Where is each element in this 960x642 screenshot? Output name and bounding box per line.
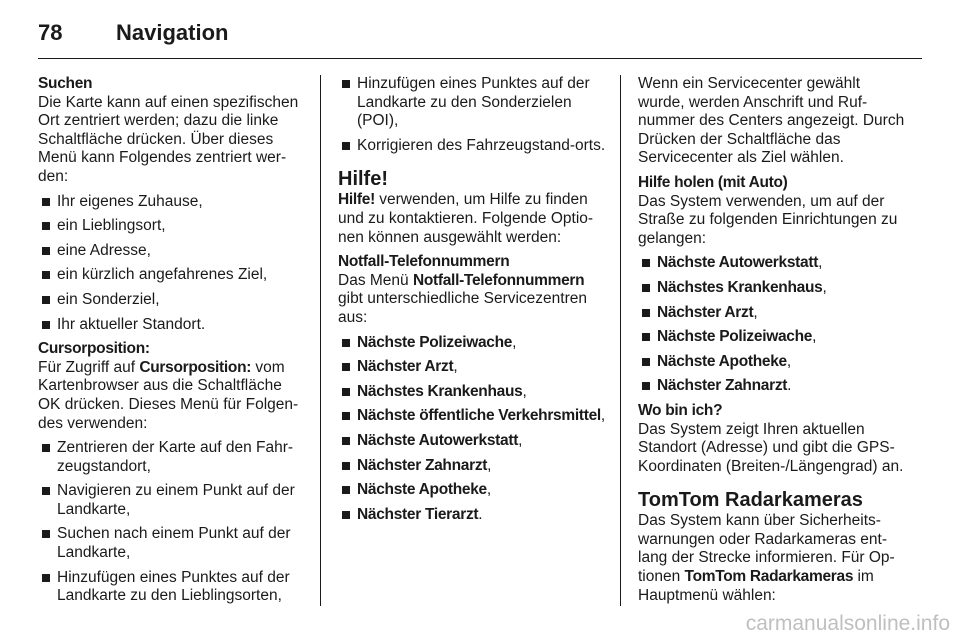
- list-item-punct: ,: [600, 407, 606, 425]
- paragraph-suchen: Die Karte kann auf einen spezifischen Ort zentriert werden; dazu die linke Schaltfläche drücken. Über dieses Menü kann Folgendes zentriert wer-den:: [38, 93, 299, 185]
- column-divider: [320, 75, 321, 606]
- text-run: vom Kartenbrowser aus die Schaltfläche OK drücken. Dieses Menü für Folgen-des verwenden:: [38, 358, 299, 432]
- text-run: Das Menü: [338, 271, 413, 289]
- inline-bold-term: TomTom Radarkameras: [684, 568, 854, 586]
- list-item: [338, 506, 606, 525]
- list-item: eine Adresse,: [38, 242, 306, 261]
- header-rule: [38, 58, 922, 59]
- list-item-label: Nächster Arzt: [357, 358, 454, 376]
- column-left: [38, 75, 306, 606]
- inline-bold-term: Notfall-Telefonnummern: [412, 271, 585, 289]
- paragraph-wo-bin-ich: Das System zeigt Ihren aktuellen Standort (Adresse) und gibt die GPS-Koordinaten (Breiten-/Längengrad) an.: [638, 420, 904, 475]
- paragraph-notfall: [338, 272, 606, 328]
- list-item: ein Lieblingsort,: [38, 217, 306, 236]
- column-divider: [620, 75, 621, 606]
- list-item-punct: ,: [518, 431, 523, 449]
- list-item-punct: .: [478, 505, 483, 523]
- text-run: Für Zugriff auf: [38, 358, 140, 376]
- list-notfall: [338, 334, 606, 525]
- list-item-punct: .: [787, 377, 792, 395]
- watermark: carmanualsonline.info: [745, 612, 950, 635]
- text-run: Das System kann über Sicherheits-warnungen oder Radarkameras ent-lang der Strecke informieren. Für Op-tionen: [638, 512, 895, 586]
- list-item: Hinzufügen eines Punktes auf der Landkarte zu den Sonderzielen (POI),: [338, 75, 606, 131]
- list-item-label: Nächster Zahnarzt: [357, 456, 488, 474]
- list-item: Navigieren zu einem Punkt auf der Landkarte,: [38, 482, 306, 519]
- list-item: [638, 304, 908, 323]
- inline-bold-term: Cursorposition:: [139, 358, 252, 376]
- list-item-punct: ,: [822, 278, 827, 296]
- paragraph-radarkameras: [638, 512, 908, 605]
- text-run: im Hauptmenü wählen:: [638, 568, 874, 604]
- list-item: Suchen nach einem Punkt auf der Landkarte,: [38, 525, 306, 562]
- list-item-label: Nächste Autowerkstatt: [657, 254, 819, 272]
- list-item-label: Nächstes Krankenhaus: [357, 382, 523, 400]
- paragraph-hilfe: [338, 191, 606, 247]
- list-item: Ihr aktueller Standort.: [38, 316, 306, 335]
- list-item: Ihr eigenes Zuhause,: [38, 193, 306, 212]
- list-item-punct: ,: [487, 456, 492, 474]
- list-item-label: Nächster Arzt: [657, 303, 754, 321]
- list-item-punct: ,: [486, 481, 492, 499]
- list-item-punct: ,: [453, 358, 458, 376]
- page-title: Navigation: [116, 20, 229, 45]
- list-item: [338, 457, 606, 476]
- list-item: ein kürzlich angefahrenes Ziel,: [38, 266, 306, 285]
- page-number: 78: [38, 20, 63, 45]
- column-right: [638, 75, 908, 605]
- list-item: Hinzufügen eines Punktes auf der Landkarte zu den Lieblingsorten,: [38, 569, 306, 606]
- list-item-label: Nächste öffentliche Verkehrsmittel: [357, 407, 601, 425]
- list-item-punct: ,: [818, 254, 823, 272]
- text-run: gibt unterschiedliche Servicezentren aus:: [338, 290, 587, 326]
- list-item: [638, 279, 908, 298]
- list-item-punct: ,: [522, 382, 527, 400]
- section-heading-hilfe-holen: Hilfe holen (mit Auto): [638, 173, 788, 191]
- list-item-label: Nächste Polizeiwache: [657, 328, 813, 346]
- list-item-punct: ,: [812, 328, 817, 346]
- list-cursorposition: [38, 439, 306, 606]
- section-heading-wo-bin-ich: Wo bin ich?: [638, 401, 723, 419]
- list-item-punct: ,: [512, 333, 517, 351]
- list-item-punct: ,: [786, 352, 792, 370]
- list-item: [338, 432, 606, 451]
- list-item-label: Nächstes Krankenhaus: [657, 278, 823, 296]
- paragraph-hilfe-holen: Das System verwenden, um auf der Straße zu folgenden Einrichtungen zu gelangen:: [638, 192, 898, 247]
- list-item-label: Nächste Polizeiwache: [357, 333, 513, 351]
- inline-bold-term: Hilfe!: [338, 191, 375, 209]
- list-item: Zentrieren der Karte auf den Fahr-zeugstandort,: [38, 439, 306, 476]
- list-item: [338, 358, 606, 377]
- page-header: [38, 18, 922, 58]
- list-item: ein Sonderziel,: [38, 291, 306, 310]
- list-item-label: Nächste Apotheke: [357, 481, 487, 499]
- paragraph-cursorposition: [38, 359, 306, 433]
- list-item: [638, 377, 908, 396]
- text-run: verwenden, um Hilfe zu finden und zu kontaktieren. Folgende Optio-nen können ausgewählt werden:: [338, 191, 594, 246]
- section-heading-cursorposition: Cursorposition:: [38, 340, 150, 358]
- list-item: Korrigieren des Fahrzeugstand-orts.: [338, 137, 606, 156]
- list-item: [338, 481, 606, 500]
- list-item: [338, 383, 606, 402]
- list-item: [338, 407, 606, 426]
- section-heading-radarkameras: TomTom Radarkameras: [638, 489, 863, 512]
- section-heading-notfall: Notfall-Telefonnummern: [338, 253, 510, 271]
- column-middle: [338, 75, 606, 524]
- list-item-punct: ,: [753, 303, 758, 321]
- list-item-label: Nächste Apotheke: [657, 352, 787, 370]
- list-continued: [338, 75, 606, 155]
- list-item: [638, 328, 908, 347]
- list-item: [638, 254, 908, 273]
- section-heading-hilfe: Hilfe!: [338, 168, 388, 191]
- list-item-label: Nächste Autowerkstatt: [357, 431, 519, 449]
- list-item-label: Nächster Zahnarzt: [657, 377, 788, 395]
- list-item: [638, 353, 908, 372]
- list-item-label: Nächster Tierarzt: [357, 505, 479, 523]
- list-suchen: [38, 193, 306, 335]
- section-heading-suchen: Suchen: [38, 75, 93, 92]
- list-item: [338, 334, 606, 353]
- paragraph-servicecenter: Wenn ein Servicecenter gewählt wurde, werden Anschrift und Ruf-nummer des Centers angezeigt. Durch Drücken der Schaltfläche das Servicecenter als Ziel wählen.: [638, 75, 905, 167]
- list-hilfe-holen: [638, 254, 908, 396]
